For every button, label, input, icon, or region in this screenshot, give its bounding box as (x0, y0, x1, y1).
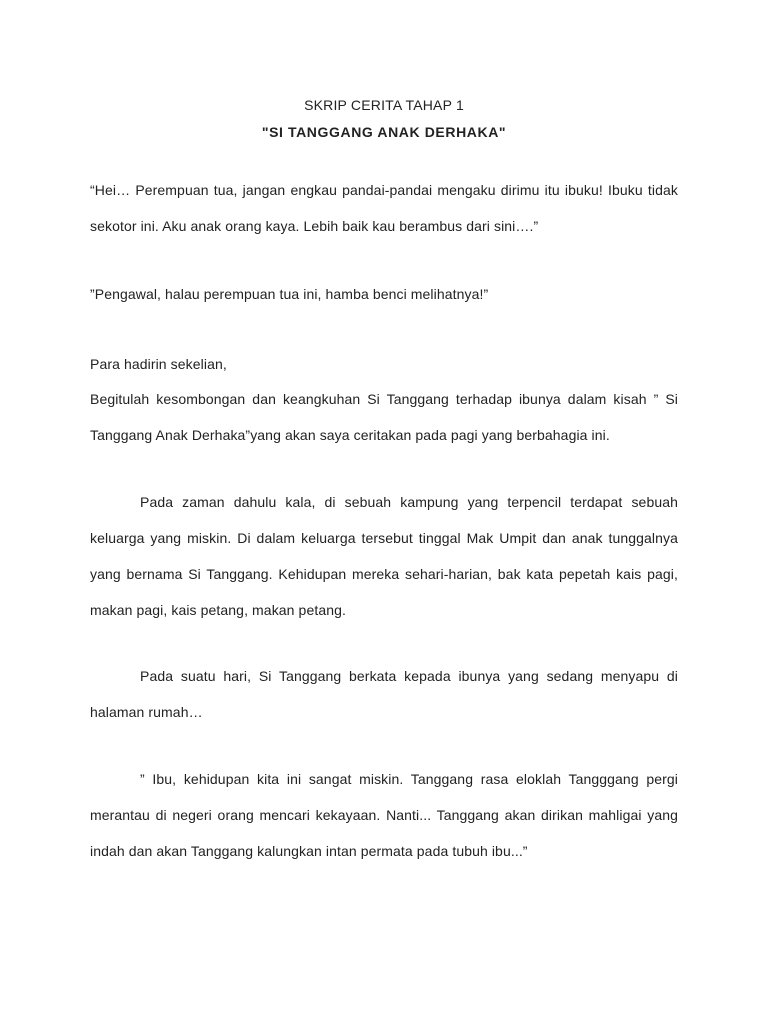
document-subtitle: "SI TANGGANG ANAK DERHAKA" (261, 124, 507, 140)
paragraph-story-1: Pada zaman dahulu kala, di sebuah kampung yang terpencil terdapat sebuah keluarga yang miskin. Di dalam keluarga tersebut tinggal Mak Umpit dan anak tunggalnya yang bernama Si Tanggang. Kehidupan mereka sehari-harian, bak kata pepetah kais pagi, makan pagi, kais petang, makan petang. (90, 494, 678, 618)
paragraph-story-3: ” Ibu, kehidupan kita ini sangat miskin. Tanggang rasa eloklah Tangggang pergi merantau di negeri orang mencari kekayaan. Nanti... Tanggang akan dirikan mahligai yang indah dan akan Tanggang kalungkan intan permata pada tubuh ibu...” (90, 771, 678, 859)
paragraph-dialogue-1: “Hei… Perempuan tua, jangan engkau pandai-pandai mengaku dirimu itu ibuku! Ibuku tidak sekotor ini. Aku anak orang kaya. Lebih baik kau berambus dari sini….” (90, 182, 678, 234)
paragraph-introduction: Begitulah kesombongan dan keangkuhan Si Tanggang terhadap ibunya dalam kisah ” Si Tanggang Anak Derhaka”yang akan saya ceritakan pada pagi yang berbahagia ini. (90, 391, 678, 443)
document-title: SKRIP CERITA TAHAP 1 (304, 97, 464, 113)
paragraph-dialogue-2: ”Pengawal, halau perempuan tua ini, hamba benci melihatnya!” (90, 286, 489, 302)
paragraph-story-2: Pada suatu hari, Si Tanggang berkata kepada ibunya yang sedang menyapu di halaman rumah… (90, 668, 678, 720)
paragraph-audience-greeting: Para hadirin sekelian, (90, 356, 227, 372)
